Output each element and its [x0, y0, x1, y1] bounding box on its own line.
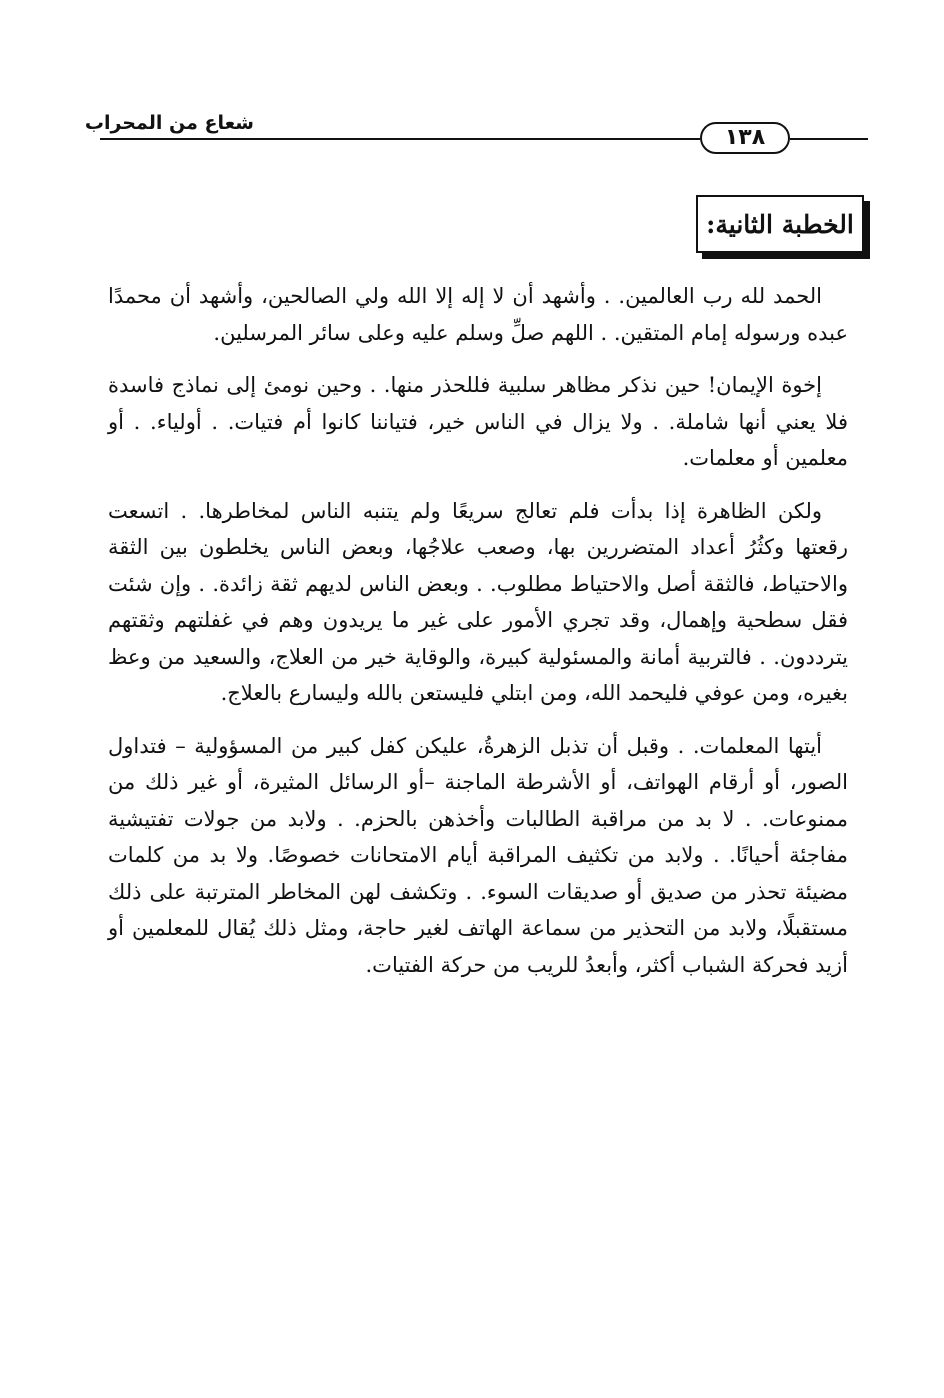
body-text [108, 278, 848, 999]
paragraph-brothers-of-faith: إخوة الإيمان! حين نذكر مظاهر سلبية فللحذر منها. . وحين نومئ إلى نماذج فاسدة فلا يعني أنها شاملة. . ولا يزال في الناس خير، فتياننا كانوا أم فتيات. . أولياء. . أو معلمين أو معلمات. [108, 373, 848, 470]
header-rule-left [100, 138, 700, 140]
section-title: الخطبة الثانية: [706, 209, 854, 239]
paragraph-opening-praise: الحمد لله رب العالمين. . وأشهد أن لا إله إلا الله ولي الصالحين، وأشهد أن محمدًا عبده ورسوله إمام المتقين. . اللهم صلِّ وسلم عليه وعلى سائر المرسلين. [108, 284, 848, 345]
paragraph-female-teachers: أيتها المعلمات. . وقبل أن تذبل الزهرةُ، عليكن كفل كبير من المسؤولية – فتداول الصور، أو أرقام الهواتف، أو الأشرطة الماجنة –أو الرسائل المثيرة، أو غير ذلك من ممنوعات. . لا بد من مراقبة الطالبات وأخذهن بالحزم. . ولابد من جولات تفتيشية مفاجئة أحيانًا. . ولابد من تكثيف المراقبة أيام الامتحانات خصوصًا. ولا بد من كلمات مضيئة تحذر من صديق أو صديقات السوء. . وتكشف لهن المخاطر المترتبة على ذلك مستقبلًا، ولابد من التحذير من سماعة الهاتف لغير حاجة، ومثل ذلك يُقال للمعلمين أو أزيد فحركة الشباب أكثر، وأبعدُ للريب من حركة الفتيات. [108, 733, 848, 977]
running-title: شعاع من المحراب [84, 112, 254, 134]
paragraph-phenomenon: ولكن الظاهرة إذا بدأت فلم تعالج سريعًا ولم يتنبه الناس لمخاطرها. . اتسعت رقعتها وكثُرُ أعداد المتضررين بها، وصعب علاجُها، وبعض الناس يخلطون بين الثقة والاحتياط، فالثقة أصل والاحتياط مطلوب. . وبعض الناس لديهم ثقة زائدة. . وإن شئت فقل سطحية وإهمال، وقد تجري الأمور على غير ما يريدون وهم في غفلتهم وثقتهم يترددون. . فالتربية أمانة والمسئولية كبيرة، والوقاية خير من العلاج، والسعيد من وعظ بغيره، ومن عوفي فليحمد الله، ومن ابتلي فليستعن بالله وليسارع بالعلاج. [108, 498, 848, 705]
page-number: ١٣٨ [700, 122, 790, 154]
section-title-box [696, 195, 864, 253]
header-rule-right [790, 138, 868, 140]
